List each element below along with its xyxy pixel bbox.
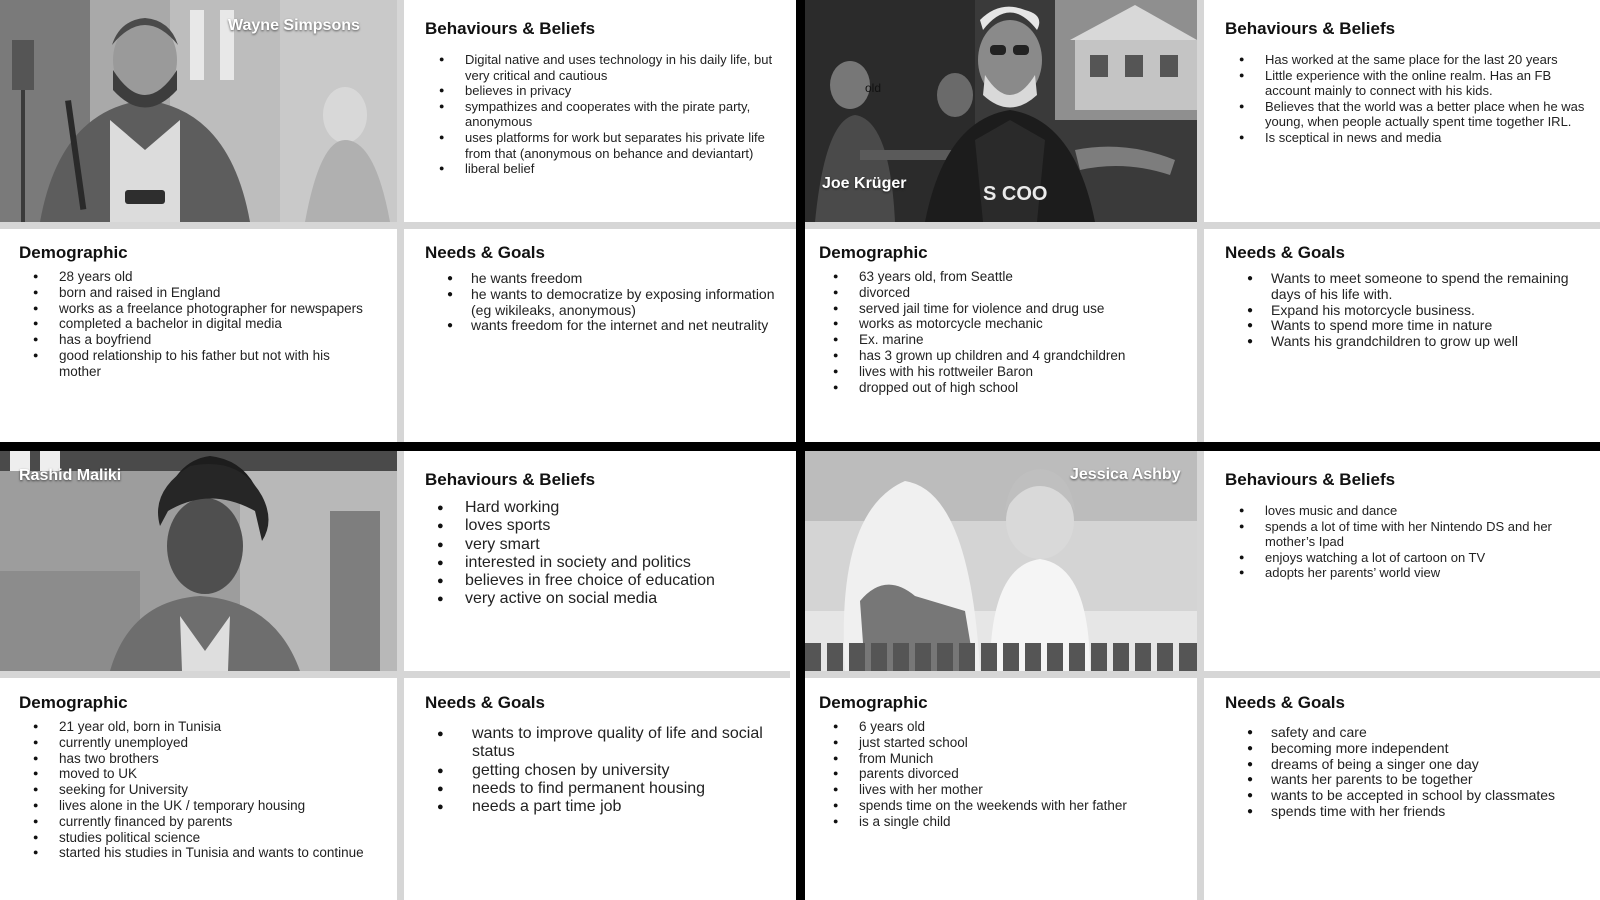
list-item: ● liberal belief — [425, 161, 790, 177]
list-item: ● enjoys watching a lot of cartoon on TV — [1225, 550, 1585, 566]
needs-panel-rashid — [425, 693, 790, 893]
photo-image — [805, 451, 1197, 671]
list-item: ● lives alone in the UK / temporary housing — [19, 798, 374, 814]
behaviours-list — [1225, 52, 1585, 146]
list-item: ● 21 year old, born in Tunisia — [19, 719, 374, 735]
list-item: ● spends a lot of time with her Nintendo DS and her mother’s Ipad — [1225, 519, 1585, 550]
divider — [0, 442, 1600, 451]
list-item: ● 28 years old — [19, 269, 374, 285]
list-item: ● adopts her parents’ world view — [1225, 565, 1585, 581]
persona-name: Joe Krüger — [822, 175, 907, 192]
list-item: ● very smart — [425, 536, 790, 554]
section-heading: Behaviours & Beliefs — [1225, 19, 1396, 38]
section-heading: Demographic — [19, 693, 128, 712]
behaviours-list — [1225, 503, 1585, 581]
list-item: ● 6 years old — [819, 719, 1189, 735]
behaviours-panel-rashid — [425, 470, 790, 670]
demographic-panel-jessica — [819, 693, 1189, 893]
persona-photo-rashid — [0, 451, 397, 671]
list-item: ● lives with his rottweiler Baron — [819, 364, 1189, 380]
list-item: ● has 3 grown up children and 4 grandchildren — [819, 348, 1189, 364]
list-item: ● Hard working — [425, 499, 790, 517]
list-item: ● Digital native and uses technology in his daily life, but very critical and cautious — [425, 52, 790, 83]
divider — [0, 671, 790, 678]
persona-photo-joe — [805, 0, 1197, 222]
list-item: ● studies political science — [19, 830, 374, 846]
list-item: ● uses platforms for work but separates his private life from that (anonymous on behance and deviantart) — [425, 130, 790, 161]
section-heading: Needs & Goals — [1225, 693, 1345, 712]
section-heading: Behaviours & Beliefs — [425, 470, 596, 489]
list-item: ● good relationship to his father but not with his mother — [19, 348, 374, 380]
list-item: ● from Munich — [819, 751, 1189, 767]
section-heading: Needs & Goals — [425, 243, 545, 262]
list-item: ● he wants to democratize by exposing information (eg wikileaks, anonymous) — [425, 287, 790, 319]
persona-name: Wayne Simpsons — [228, 17, 360, 34]
list-item: ● becoming more independent — [1225, 741, 1590, 757]
section-heading: Demographic — [19, 243, 128, 262]
list-item: ● Little experience with the online realm. Has an FB account mainly to connect with his kids. — [1225, 68, 1585, 99]
persona-photo-wayne — [0, 0, 397, 222]
list-item: ● getting chosen by university — [425, 762, 790, 780]
list-item: ● is a single child — [819, 814, 1189, 830]
list-item: ● safety and care — [1225, 725, 1590, 741]
list-item: ● just started school — [819, 735, 1189, 751]
demographic-list — [819, 719, 1189, 830]
demographic-list — [19, 719, 374, 861]
list-item: ● 63 years old, from Seattle — [819, 269, 1189, 285]
section-heading: Needs & Goals — [425, 693, 545, 712]
list-item: ● has two brothers — [19, 751, 374, 767]
list-item: ● moved to UK — [19, 766, 374, 782]
list-item: ● parents divorced — [819, 766, 1189, 782]
list-item: ● currently unemployed — [19, 735, 374, 751]
demographic-panel-wayne — [19, 243, 374, 433]
list-item: ● loves music and dance — [1225, 503, 1585, 519]
behaviours-panel-wayne — [425, 19, 790, 219]
list-item: ● Wants to meet someone to spend the remaining days of his life with. — [1225, 271, 1590, 303]
needs-panel-jessica — [1225, 693, 1590, 893]
divider — [0, 222, 796, 229]
divider — [397, 0, 404, 442]
list-item: ● currently financed by parents — [19, 814, 374, 830]
list-item: ● wants her parents to be together — [1225, 772, 1590, 788]
needs-panel-wayne — [425, 243, 790, 433]
behaviours-panel-jessica — [1225, 470, 1585, 670]
list-item: ● dropped out of high school — [819, 380, 1189, 396]
list-item: ● born and raised in England — [19, 285, 374, 301]
persona-name: Rashid Maliki — [19, 467, 122, 484]
demographic-panel-joe — [819, 243, 1189, 433]
section-heading: Behaviours & Beliefs — [1225, 470, 1396, 489]
needs-list — [425, 725, 790, 816]
demographic-list — [819, 269, 1189, 395]
list-item: ● believes in privacy — [425, 83, 790, 99]
divider — [805, 222, 1600, 229]
list-item: ● wants to improve quality of life and social status — [425, 725, 790, 762]
list-item: ● completed a bachelor in digital media — [19, 316, 374, 332]
needs-list — [1225, 725, 1590, 820]
needs-list — [425, 271, 790, 334]
demographic-panel-rashid — [19, 693, 374, 898]
shirt-print: S COO — [983, 183, 1048, 205]
needs-panel-joe — [1225, 243, 1590, 433]
list-item: ● Wants to spend more time in nature — [1225, 318, 1590, 334]
list-item: ● works as motorcycle mechanic — [819, 316, 1189, 332]
list-item: ● divorced — [819, 285, 1189, 301]
section-heading: Behaviours & Beliefs — [425, 19, 596, 38]
list-item: ● wants freedom for the internet and net neutrality — [425, 318, 790, 334]
list-item: ● he wants freedom — [425, 271, 790, 287]
list-item: ● needs a part time job — [425, 798, 790, 816]
list-item: ● Expand his motorcycle business. — [1225, 303, 1590, 319]
list-item: ● believes in free choice of education — [425, 572, 790, 590]
list-item: ● Believes that the world was a better place when he was young, when people actually spent time together IRL. — [1225, 99, 1585, 130]
section-heading: Demographic — [819, 243, 928, 262]
list-item: ● Ex. marine — [819, 332, 1189, 348]
behaviours-list — [425, 52, 790, 177]
list-item: ● spends time on the weekends with her father — [819, 798, 1189, 814]
list-item: ● Has worked at the same place for the last 20 years — [1225, 52, 1585, 68]
list-item: ● served jail time for violence and drug use — [819, 301, 1189, 317]
list-item: ● started his studies in Tunisia and wants to continue — [19, 845, 374, 861]
list-item: ● spends time with her friends — [1225, 804, 1590, 820]
list-item: ● seeking for University — [19, 782, 374, 798]
photo-text: old — [865, 81, 882, 95]
list-item: ● loves sports — [425, 517, 790, 535]
list-item: ● needs to find permanent housing — [425, 780, 790, 798]
list-item: ● works as a freelance photographer for newspapers — [19, 301, 374, 317]
list-item: ● sympathizes and cooperates with the pirate party, anonymous — [425, 99, 790, 130]
divider — [1197, 0, 1204, 442]
persona-photo-jessica — [805, 451, 1197, 671]
demographic-list — [19, 269, 374, 380]
list-item: ● has a boyfriend — [19, 332, 374, 348]
list-item: ● dreams of being a singer one day — [1225, 757, 1590, 773]
list-item: ● lives with her mother — [819, 782, 1189, 798]
list-item: ● Is sceptical in news and media — [1225, 130, 1585, 146]
list-item: ● wants to be accepted in school by classmates — [1225, 788, 1590, 804]
behaviours-list — [425, 499, 790, 609]
list-item: ● Wants his grandchildren to grow up well — [1225, 334, 1590, 350]
list-item: ● interested in society and politics — [425, 554, 790, 572]
section-heading: Needs & Goals — [1225, 243, 1345, 262]
behaviours-panel-joe — [1225, 19, 1585, 219]
list-item: ● very active on social media — [425, 590, 790, 608]
needs-list — [1225, 271, 1590, 350]
section-heading: Demographic — [819, 693, 928, 712]
persona-name: Jessica Ashby — [1070, 466, 1181, 483]
divider — [805, 671, 1600, 678]
